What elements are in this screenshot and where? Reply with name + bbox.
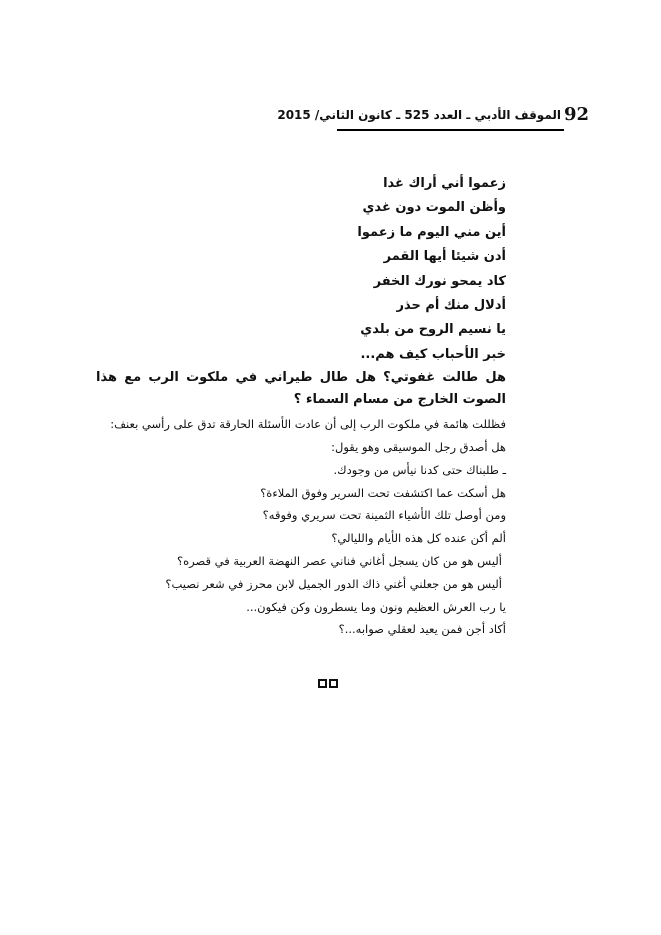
prose-line: ومن أوصل تلك الأشياء الثمينة تحت سريري وفوقه؟: [262, 508, 506, 523]
square-ornament-icon: [329, 679, 338, 688]
prose-line: فظللت هائمة في ملكوت الرب إلى أن عادت الأسئلة الحارقة تدق على رأسي بعنف:: [110, 417, 506, 432]
double-square-ornament-icon: [318, 679, 338, 688]
prose-line: أكاد أجن فمن يعيد لعقلي صوابه...؟: [338, 622, 506, 637]
verse-line: وأظن الموت دون غدي: [362, 200, 506, 216]
header-rule: [337, 129, 564, 131]
article-body: [96, 172, 506, 641]
prose-line: أليس هو من كان يسجل أغاني فناني عصر النهضة العربية في قصره؟: [177, 554, 502, 569]
verse-line: خبر الأحباب كيف هم...: [360, 346, 506, 362]
prose-line: هل أصدق رجل الموسيقى وهو يقول:: [331, 440, 506, 455]
verse-line: يا نسيم الروح من بلدي: [360, 322, 506, 338]
prose-line: أليس هو من جعلني أغني ذاك الدور الجميل لابن محرز في شعر نصيب؟: [165, 576, 502, 591]
square-ornament-icon: [318, 679, 327, 688]
page-number: 92: [563, 104, 589, 125]
prose-line: ـ طلبناك حتى كدنا نيأس من وجودك.: [333, 462, 506, 477]
bold-question-paragraph: هل طالت غفوتي؟ هل طال طيراني في ملكوت الرب مع هذا الصوت الخارج من مسام السماء ؟: [96, 370, 506, 408]
page-header: [277, 104, 597, 134]
prose-line: ألم أكن عنده كل هذه الأيام والليالي؟: [331, 531, 506, 546]
verse-line: أدلال منك أم حذر: [396, 298, 506, 314]
verse-line: أدن شيئا أيها القمر: [383, 249, 506, 265]
verse-line: زعموا أني أراك غدا: [383, 176, 506, 191]
prose-line: يا رب العرش العظيم ونون وما يسطرون وكن فيكون...: [246, 599, 506, 614]
running-title: الموقف الأدبي ـ العدد 525 ـ كانون الثاني/ 2015: [277, 108, 561, 122]
verse-line: كاد يمحو نورك الخفر: [373, 273, 506, 289]
prose-line: هل أسكت عما اكتشفت تحت السرير وفوق الملاءة؟: [260, 485, 506, 500]
verse-line: أين مني اليوم ما زعموا: [357, 224, 506, 240]
